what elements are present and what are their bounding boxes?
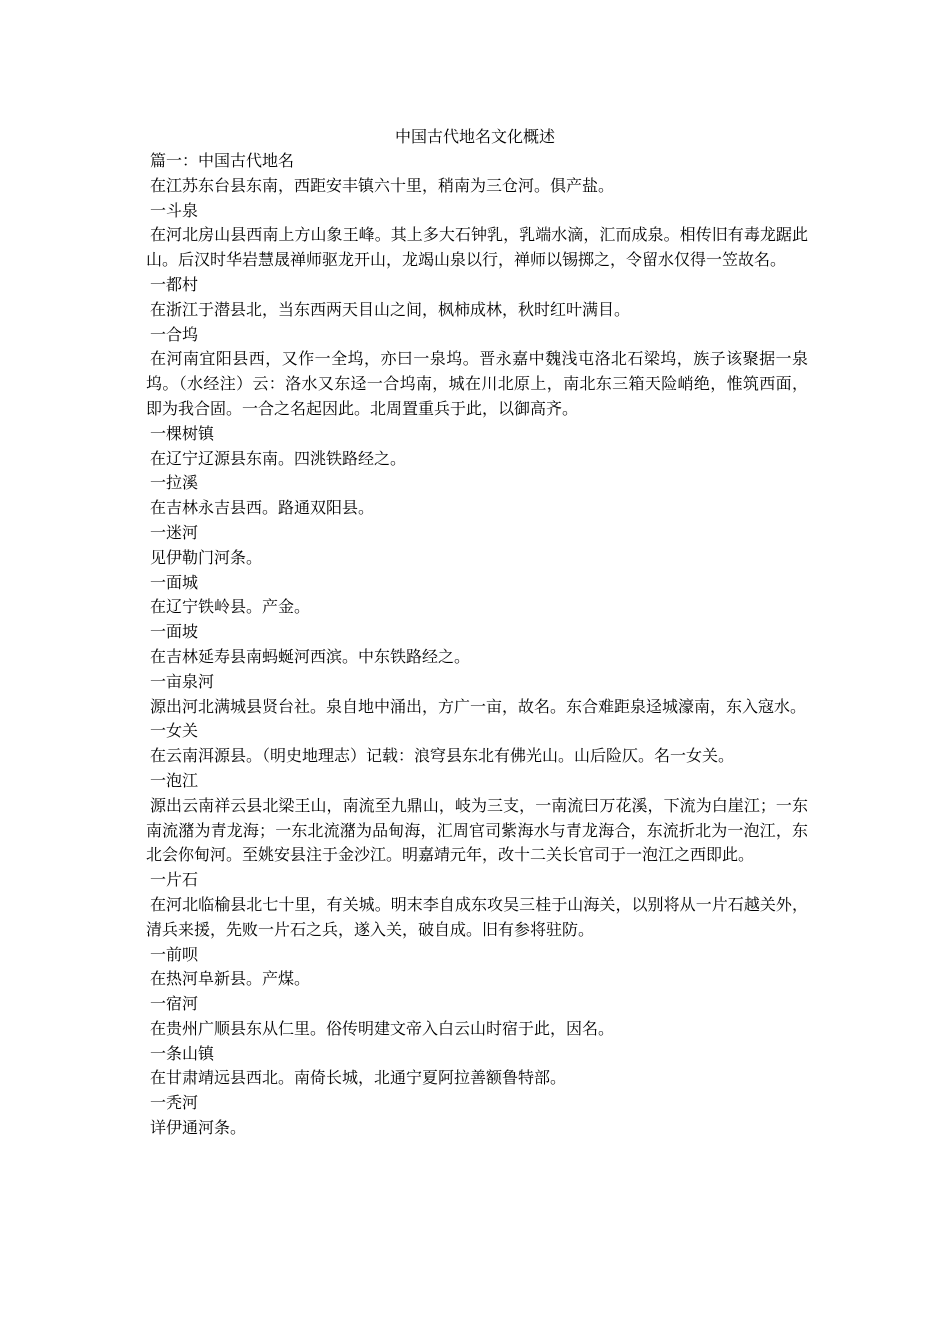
entry-text: 在吉林永吉县西。路通双阳县。 <box>150 498 375 518</box>
entry-name: 一片石 <box>150 870 199 890</box>
entry-name: 一斗泉 <box>150 200 199 220</box>
entry-text: 在辽宁辽源县东南。四洮铁路经之。 <box>150 448 407 468</box>
intro-paragraph: 在江苏东台县东南，西距安丰镇六十里，稍南为三仓河。俱产盐。 <box>150 175 615 195</box>
entry-text: 在河南宜阳县西，又作一全坞，亦曰一泉坞。晋永嘉中魏浅屯洛北石梁坞，族子该聚据一泉坞。（水经注）云：洛水又东迳一合坞南，城在川北原上，南北东三箱天险峭绝，惟筑西面，即为我合固。一合之名起因此。北周置重兵于此，以御高齐。 <box>146 349 808 418</box>
entry-text: 源出云南祥云县北梁王山，南流至九鼎山，岐为三支，一南流曰万花溪，下流为白崖江；一东南流潴为青龙海；一东北流潴为品甸海，汇周官司紫海水与青龙海合，东流折北为一泡江，东北会你甸河。至姚安县注于金沙江。明嘉靖元年，改十二关长官司于一泡江之西即此。 <box>146 795 808 865</box>
entry-text: 见伊勒门河条。 <box>150 547 263 567</box>
entry-name: 一迷河 <box>150 522 199 542</box>
entry-text: 在贵州广顺县东从仁里。俗传明建文帝入白云山时宿于此，因名。 <box>150 1018 615 1038</box>
entry-name: 一拉溪 <box>150 473 199 493</box>
entry-name: 一合坞 <box>150 324 199 344</box>
entry-text: 在浙江于潜县北，当东西两天目山之间，枫柿成林，秋时红叶满目。 <box>150 299 631 319</box>
entry-text: 详伊通河条。 <box>150 1118 247 1138</box>
entry-text: 在辽宁铁岭县。产金。 <box>150 597 311 617</box>
entry-text: 在河北房山县西南上方山象王峰。其上多大石钟乳，乳端水滴，汇而成泉。相传旧有毒龙踞此山。后汉时华岩慧晟禅师驱龙开山，龙竭山泉以行，禅师以锡掷之，令留水仅得一笠故名。 <box>146 225 808 270</box>
section-heading: 篇一：中国古代地名 <box>150 151 295 170</box>
entry-name: 一都村 <box>150 274 199 294</box>
entry-name: 一宿河 <box>150 994 199 1014</box>
entry-name: 一泡江 <box>150 770 199 790</box>
entry-name: 一秃河 <box>150 1093 199 1113</box>
entry-text: 在河北临榆县北七十里，有关城。明末李自成东攻吴三桂于山海关，以别将从一片石越关外，清兵来援，先败一片石之兵，遂入关，破自成。旧有参将驻防。 <box>146 894 808 939</box>
entry-text: 在热河阜新县。产煤。 <box>150 969 311 989</box>
entry-name: 一面坡 <box>150 622 199 642</box>
entry-name: 一棵树镇 <box>150 423 215 443</box>
document-body <box>146 149 808 1141</box>
document-title: 中国古代地名文化概述 <box>394 127 555 146</box>
entry-name: 一女关 <box>150 721 199 741</box>
entry-text: 在甘肃靖远县西北。南倚长城，北通宁夏阿拉善额鲁特部。 <box>150 1068 567 1088</box>
entry-text: 在云南洱源县。（明史地理志）记载：浪穹县东北有佛光山。山后险仄。名一女关。 <box>150 746 735 766</box>
entry-text: 在吉林延寿县南蚂蜒河西滨。中东铁路经之。 <box>150 646 471 666</box>
entry-name: 一前呗 <box>150 944 199 964</box>
entry-name: 一条山镇 <box>150 1043 215 1063</box>
entry-name: 一面城 <box>150 572 199 592</box>
entry-name: 一亩泉河 <box>150 671 215 691</box>
entry-text: 源出河北满城县贤台社。泉自地中涌出，方广一亩，故名。东合难距泉迳城濠南，东入寇水。 <box>150 696 807 716</box>
